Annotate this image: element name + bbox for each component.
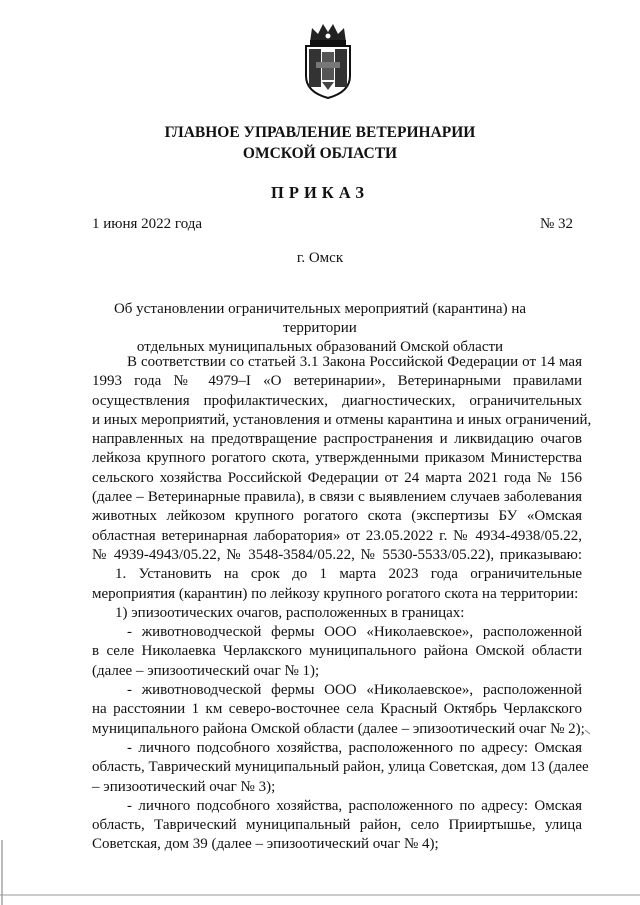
body-line: и иных мероприятий, установления и отмены карантина и иных ограничений, (92, 411, 592, 428)
body-line: сельского хозяйства Российской Федерации от 24 марта 2021 года № 156 (92, 469, 582, 486)
body-line: направленных на предотвращение распространения и ликвидацию очагов (92, 431, 582, 448)
body-line: 1993 года № 4979–I «О ветеринарии», Ветеринарными правилами (92, 373, 582, 390)
body-line: (далее – эпизоотический очаг № 1); (92, 662, 320, 679)
agency-line-2: ОМСКОЙ ОБЛАСТИ (242, 145, 398, 162)
body-line: муниципального района Омской области (далее – эпизоотический очаг № 2); (92, 720, 585, 737)
document-date: 1 июня 2022 года (92, 216, 203, 232)
body-line: 1) эпизоотических очагов, расположенных в границах: (115, 604, 465, 621)
body-line: областная ветеринарная лаборатория» от 23.05.2022 г. № 4934-4938/05.22, (92, 527, 582, 544)
body-line: на расстоянии 1 км северо-восточнее села Красный Октябрь Черлакского (92, 701, 582, 718)
body-line: 1. Установить на срок до 1 марта 2023 года ограничительные (115, 566, 582, 583)
body-line: в селе Николаевка Черлакского муниципального района Омской области (92, 643, 582, 660)
body-line: животных лейкозом крупного рогатого скота (экспертизы БУ «Омская (92, 508, 582, 525)
scan-speck (585, 730, 590, 734)
document-number: № 32 (539, 216, 573, 232)
body-line: область, Таврический муниципальный район, улица Советская, дом 13 (далее (92, 759, 589, 776)
body-line: область, Таврический муниципальный район, село Прииртышье, улица (92, 817, 582, 834)
body-line: осуществления профилактических, диагностических, ограничительных (92, 392, 582, 409)
body-line: - животноводческой фермы ООО «Николаевское», расположенной (127, 624, 582, 641)
body-line: - личного подсобного хозяйства, расположенного по адресу: Омская (127, 739, 582, 756)
body-line: мероприятия (карантин) по лейкозу крупного рогатого скота на территории: (92, 585, 579, 602)
body-line: № 4939-4943/05.22, № 3548-3584/05.22, № 5530-5533/05.22), приказываю: (92, 546, 582, 563)
body-line: В соответствии со статьей 3.1 Закона Российской Федерации от 14 мая (127, 354, 582, 370)
body-line: (далее – Ветеринарные правила), в связи с выявлением случаев заболевания (92, 489, 582, 506)
body-line: – эпизоотический очаг № 3); (92, 778, 276, 795)
body-line: Советская, дом 39 (далее – эпизоотический очаг № 4); (92, 836, 439, 853)
document-city: г. Омск (296, 250, 344, 266)
subject-line-1: Об установлении ограничительных мероприятий (карантина) на территории (113, 301, 527, 336)
body-line: - животноводческой фермы ООО «Николаевское», расположенной (127, 682, 582, 699)
document-type: ПРИКАЗ (271, 183, 369, 202)
body-line: - личного подсобного хозяйства, расположенного по адресу: Омская (127, 797, 582, 814)
subject-line-2: отдельных муниципальных образований Омской области (136, 339, 504, 355)
body-line: лейкоза крупного рогатого скота, утвержденными приказом Министерства (92, 450, 582, 467)
agency-line-1: ГЛАВНОЕ УПРАВЛЕНИЕ ВЕТЕРИНАРИИ (164, 124, 476, 141)
